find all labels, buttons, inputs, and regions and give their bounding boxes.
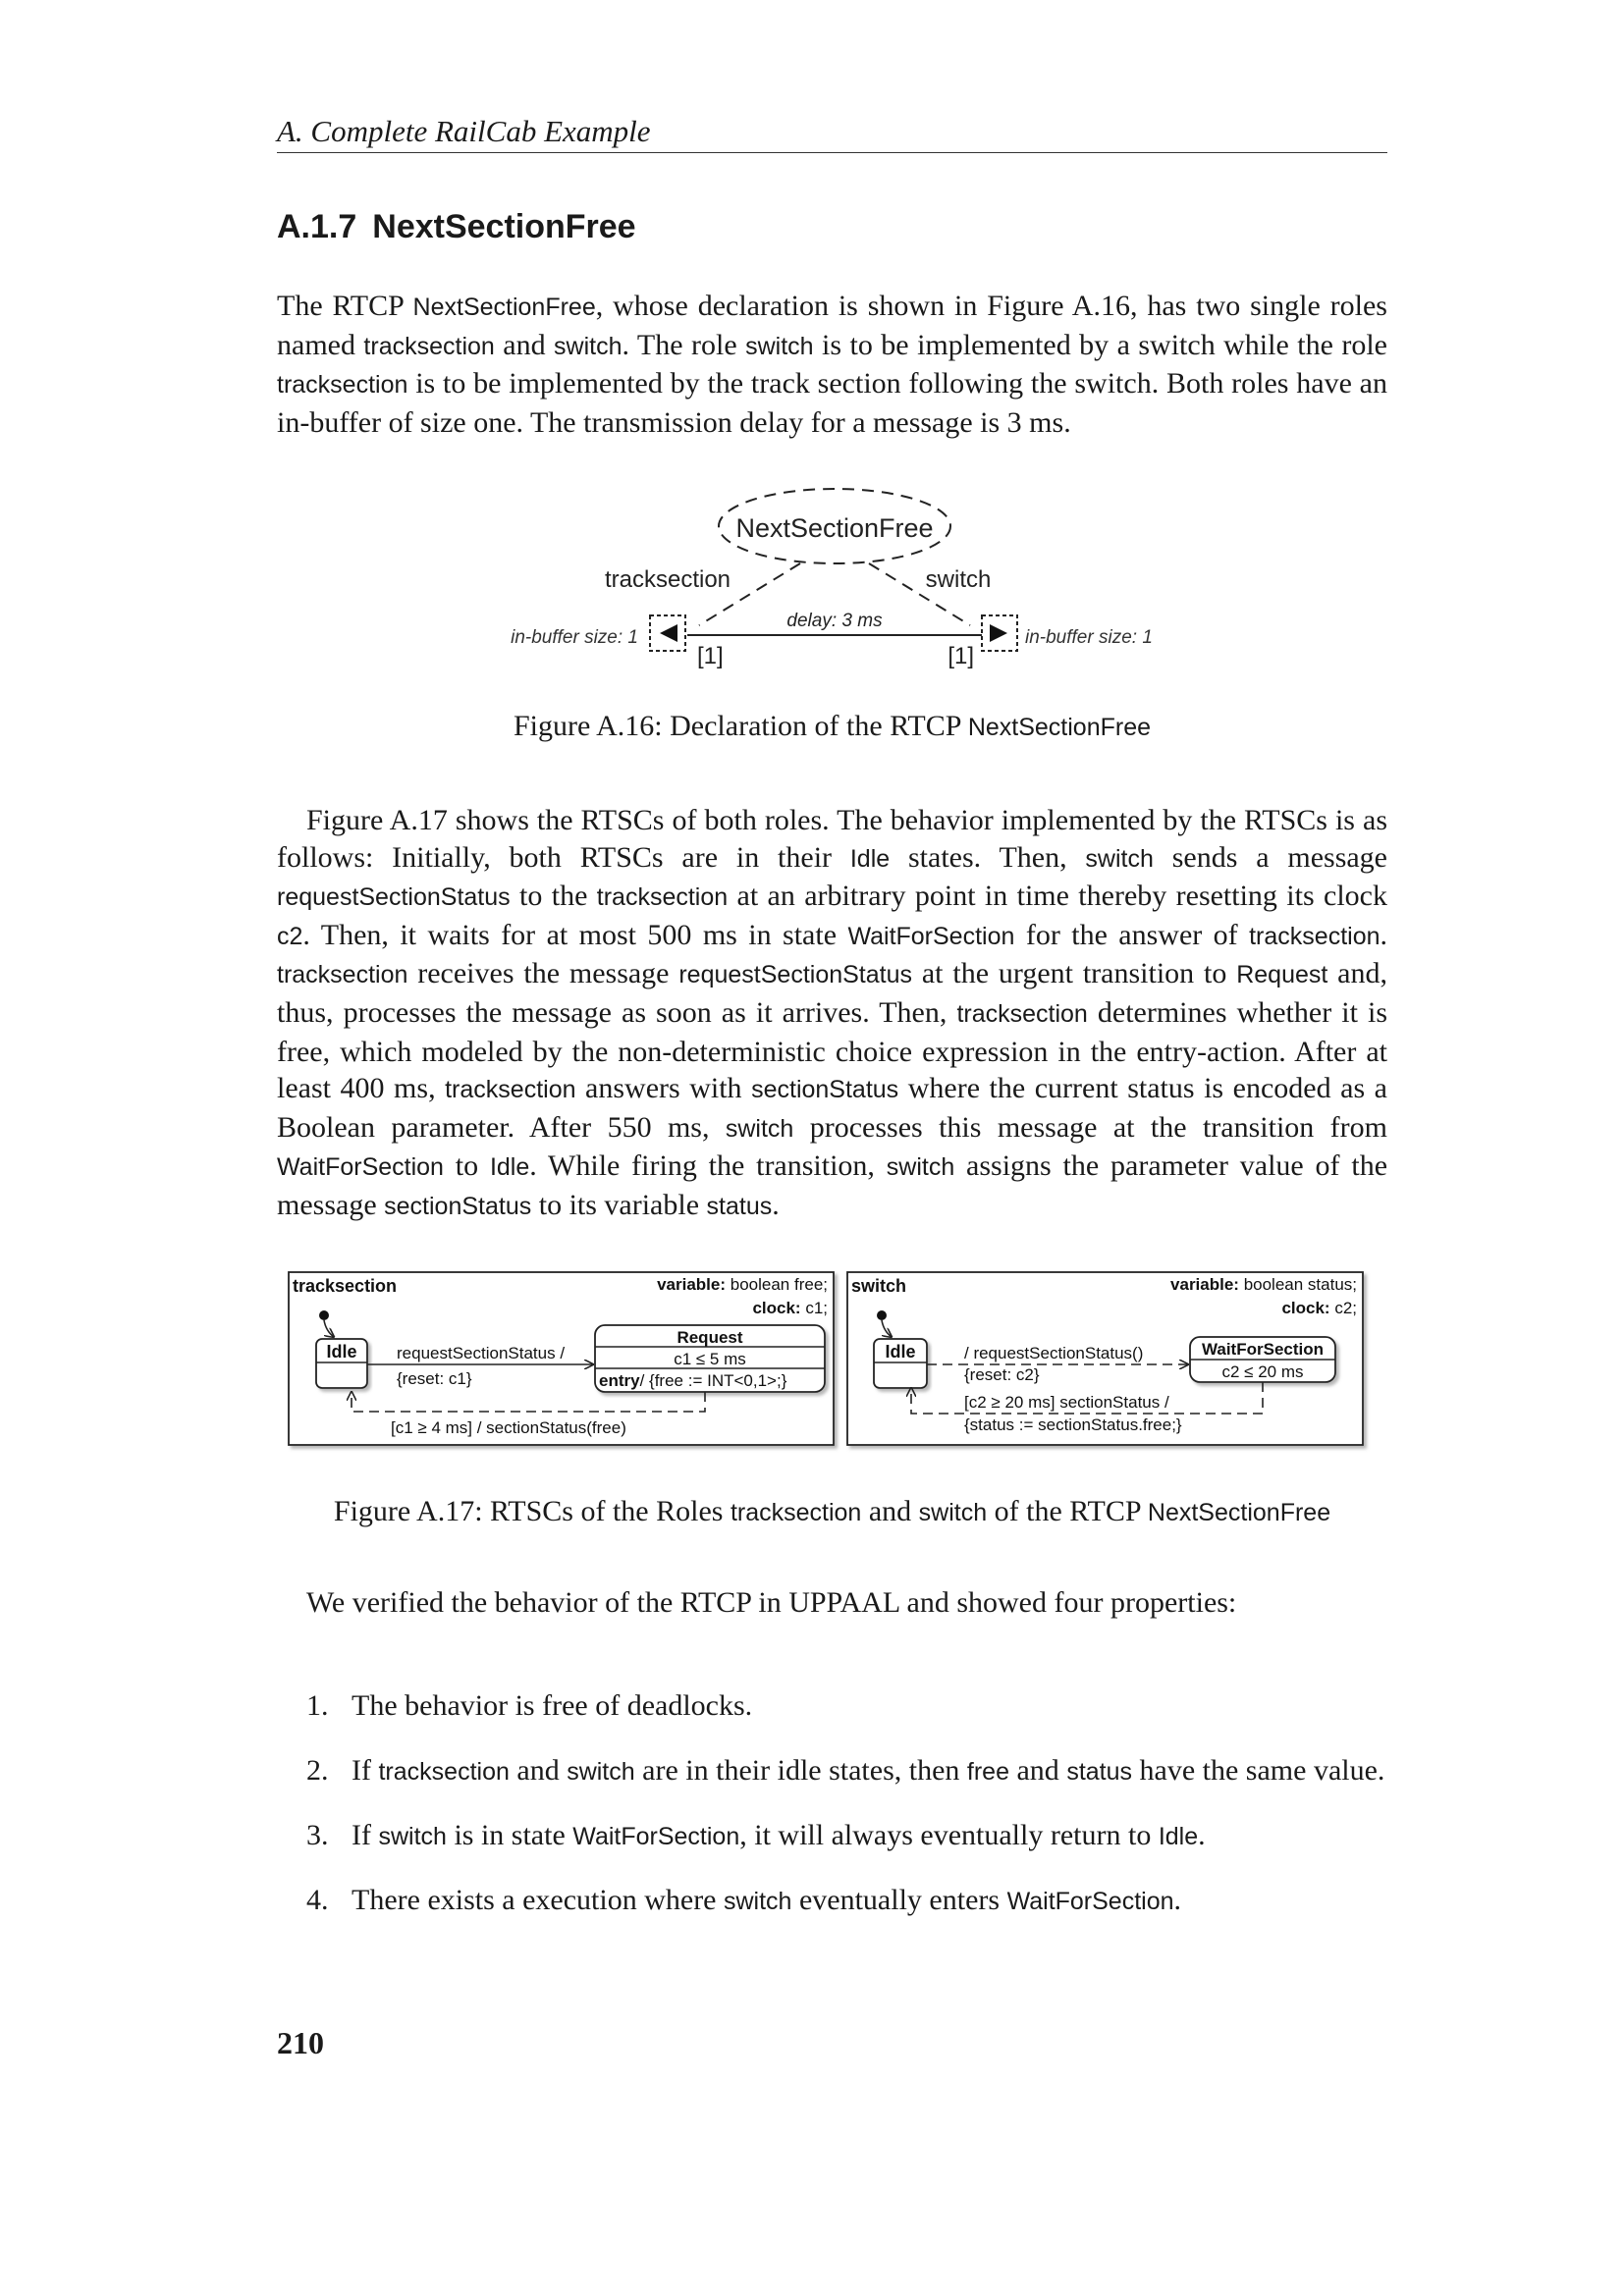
paragraph-intro: The RTCP NextSectionFree, whose declaration is shown in Figure A.16, has two single roles named tracksection and switch. The role switch is to be implemented by a switch while the role tracksection is to be implemented by the track section following the switch. Both roles have an in-buffer of size one. The transmission delay for a message is 3 ms.	[277, 290, 1387, 439]
clock-decl-switch: clock: c2;	[1281, 1299, 1357, 1317]
figure-a17-caption: Figure A.17: RTSCs of the Roles tracksection and switch of the RTCP NextSectionFree	[333, 1495, 1331, 1527]
transition-request-switch-message: / requestSectionStatus()	[964, 1344, 1144, 1362]
header-rule	[277, 152, 1387, 153]
figure-a16-caption: Figure A.16: Declaration of the RTCP NextSectionFree	[513, 710, 1152, 742]
transition-request-switch-reset: {reset: c2}	[964, 1365, 1040, 1384]
state-request-invariant: c1 ≤ 5 ms	[674, 1350, 746, 1368]
property-list	[306, 1689, 1387, 1949]
state-idle-switch-label: Idle	[885, 1342, 916, 1362]
list-item: 3. If switch is in state WaitForSection, it will always eventually return to Idle.	[306, 1819, 1206, 1851]
role-label-tracksection: tracksection	[604, 566, 731, 593]
section-title: NextSectionFree	[372, 208, 636, 245]
transition-back-guard-switch: [c2 ≥ 20 ms] sectionStatus /	[964, 1393, 1169, 1412]
state-idle-tracksection-label: Idle	[326, 1342, 357, 1362]
multiplicity-left: [1]	[697, 643, 724, 669]
clock-decl-tracksection: clock: c1;	[752, 1299, 828, 1317]
section-heading	[277, 208, 636, 246]
figure-a17-diagram	[283, 1266, 1373, 1463]
role-label-switch: switch	[925, 566, 992, 593]
verification-intro: We verified the behavior of the RTCP in UPPAAL and showed four properties:	[306, 1586, 1237, 1619]
list-item: 2. If tracksection and switch are in their idle states, then free and status have the same value.	[306, 1754, 1385, 1787]
transition-request-reset: {reset: c1}	[397, 1369, 472, 1388]
state-waitforsection-label: WaitForSection	[1201, 1340, 1325, 1359]
state-request-entry: entry/ {free := INT<0,1>;}	[599, 1371, 787, 1390]
section-number: A.1.7	[277, 208, 357, 245]
running-header: A. Complete RailCab Example	[277, 114, 651, 148]
transition-back-action-switch: {status := sectionStatus.free;}	[964, 1415, 1182, 1434]
transition-back-label-tracksection: [c1 ≥ 4 ms] / sectionStatus(free)	[391, 1418, 626, 1437]
state-request-label: Request	[677, 1328, 743, 1347]
buffer-size-left: in-buffer size: 1	[511, 627, 638, 648]
figure-a16-diagram	[471, 471, 1178, 687]
list-item: 1. The behavior is free of deadlocks.	[306, 1689, 753, 1722]
variable-decl-tracksection: variable: boolean free;	[657, 1275, 828, 1294]
transition-request-message: requestSectionStatus /	[397, 1344, 566, 1362]
paragraph-behavior: Figure A.17 shows the RTSCs of both roles. The behavior implemented by the RTSCs is as follows: Initially, both RTSCs are in their Idle states. Then, switch sends a message requestSectionStatus to the tracksection at an arbitrary point in time thereby resetting its clock c2. Then, it waits for at most 500 ms in state WaitForSection for the answer of tracksection. tracksection receives the message requestSectionStatus at the urgent transition to Request and, thus, processes the message as soon as it arrives. Then, tracksection determines whether it is free, which modeled by the non-deterministic choice expression in the entry-action. After at least 400 ms, tracksection answers with sectionStatus where the current status is encoded as a Boolean parameter. After 550 ms, switch processes this message at the transition from WaitForSection to Idle. While firing the transition, switch assigns the parameter value of the message sectionStatus to its variable status.	[277, 804, 1388, 1221]
multiplicity-right: [1]	[947, 643, 974, 669]
rtsc-role-tracksection: tracksection	[293, 1276, 398, 1296]
list-item: 4. There exists a execution where switch eventually enters WaitForSection.	[306, 1884, 1182, 1916]
rtsc-role-switch: switch	[851, 1276, 907, 1296]
protocol-name: NextSectionFree	[735, 513, 934, 543]
initial-marker-switch	[877, 1310, 887, 1320]
page-number: 210	[277, 2025, 324, 2060]
buffer-size-right: in-buffer size: 1	[1025, 627, 1153, 648]
state-waitforsection-invariant: c2 ≤ 20 ms	[1221, 1362, 1304, 1381]
variable-decl-switch: variable: boolean status;	[1170, 1275, 1357, 1294]
delay-label: delay: 3 ms	[786, 611, 883, 631]
initial-marker-tracksection	[319, 1310, 329, 1320]
